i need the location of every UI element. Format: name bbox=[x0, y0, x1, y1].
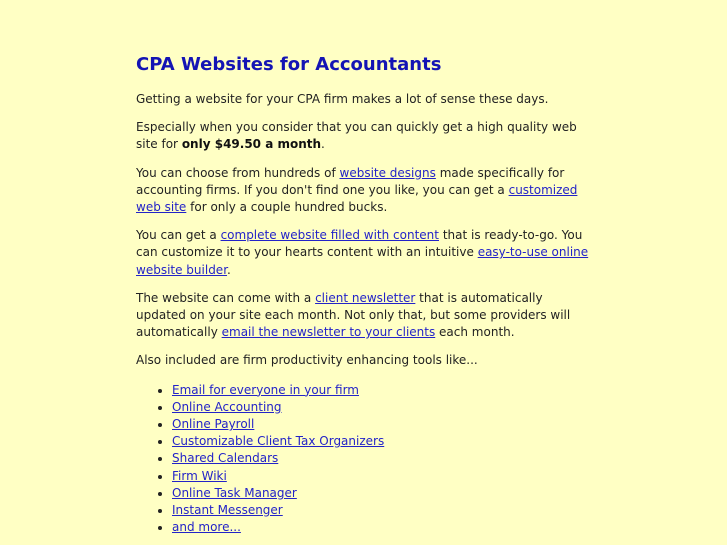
designs-text-1: You can choose from hundreds of bbox=[136, 165, 340, 180]
online-accounting-link[interactable]: Online Accounting bbox=[172, 399, 282, 414]
newsletter-paragraph bbox=[136, 290, 596, 342]
designs-text-2: made specifically for accounting firms. If you don't find one you like, you can get a bbox=[136, 165, 565, 197]
newsletter-text-2: that is automatically updated on your site each month. Not only that, but some providers will automatically bbox=[136, 290, 571, 340]
content-text-1: You can get a bbox=[136, 228, 221, 243]
list-item bbox=[172, 399, 596, 416]
content-text-3: . bbox=[227, 262, 231, 277]
list-item bbox=[172, 433, 596, 450]
list-item bbox=[172, 485, 596, 502]
price-highlight: only $49.50 a month bbox=[181, 137, 322, 152]
tools-list bbox=[136, 382, 596, 537]
content-paragraph bbox=[136, 227, 596, 279]
instant-messenger-link[interactable]: Instant Messenger bbox=[172, 503, 283, 518]
and-more-link[interactable]: and more... bbox=[172, 520, 241, 535]
newsletter-text-3: each month. bbox=[435, 325, 515, 340]
price-text: Especially when you consider that you can quickly get a high quality web site for bbox=[136, 120, 577, 152]
complete-website-link[interactable]: complete website filled with content bbox=[220, 228, 439, 243]
task-manager-link[interactable]: Online Task Manager bbox=[172, 485, 297, 500]
price-end: . bbox=[321, 137, 325, 152]
email-newsletter-link[interactable]: email the newsletter to your clients bbox=[221, 325, 436, 340]
email-tool-link[interactable]: Email for everyone in your firm bbox=[172, 382, 359, 397]
online-payroll-link[interactable]: Online Payroll bbox=[172, 417, 255, 432]
tax-organizers-link[interactable]: Customizable Client Tax Organizers bbox=[172, 434, 385, 449]
main-content bbox=[136, 52, 596, 536]
list-item bbox=[172, 382, 596, 399]
list-item bbox=[172, 416, 596, 433]
page-title: CPA Websites for Accountants bbox=[136, 54, 442, 75]
customized-web-site-link[interactable]: customized web site bbox=[136, 182, 578, 215]
list-item bbox=[172, 502, 596, 519]
newsletter-text-1: The website can come with a bbox=[136, 290, 316, 305]
client-newsletter-link[interactable]: client newsletter bbox=[315, 290, 416, 305]
designs-text-3: for only a couple hundred bucks. bbox=[186, 200, 388, 215]
website-builder-link[interactable]: easy-to-use online website builder bbox=[136, 245, 589, 277]
intro-paragraph: Getting a website for your CPA firm makes a lot of sense these days. bbox=[136, 92, 549, 106]
shared-calendars-link[interactable]: Shared Calendars bbox=[172, 451, 279, 466]
price-paragraph bbox=[136, 119, 596, 153]
content-text-2: that is ready-to-go. You can customize it to your hearts content with an intuitive bbox=[136, 228, 583, 260]
website-designs-link[interactable]: website designs bbox=[339, 165, 436, 180]
list-item bbox=[172, 450, 596, 467]
list-item bbox=[172, 519, 596, 536]
designs-paragraph bbox=[136, 165, 596, 217]
tools-intro: Also included are firm productivity enhancing tools like... bbox=[136, 353, 478, 368]
list-item bbox=[172, 468, 596, 485]
firm-wiki-link[interactable]: Firm Wiki bbox=[172, 468, 227, 483]
